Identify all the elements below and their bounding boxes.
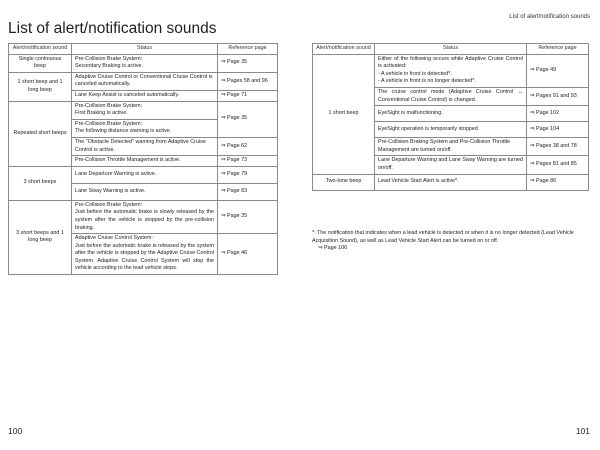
footnote-reference-link[interactable]: ⇒ Page 106 <box>318 245 348 252</box>
header-reference: Reference page <box>218 44 278 55</box>
reference-link[interactable]: ⇒ Page 83 <box>218 183 278 200</box>
page-number: 101 <box>575 426 590 436</box>
table-row <box>313 54 589 87</box>
header-reference: Reference page <box>527 44 589 55</box>
reference-link[interactable]: ⇒ Pages 81 and 85 <box>527 156 589 174</box>
reference-link[interactable]: ⇒ Page 86 <box>527 174 589 190</box>
right-page <box>300 0 600 450</box>
status-cell: Lane Sway Warning is active. <box>72 183 218 200</box>
status-cell: Adaptive Cruise Control System: Just before the automatic brake is released by the system after the vehicle is stopped by the Adaptive Cruise Control System. Adaptive Cruise Control System will stop the vehicle according to the lead vehicle stops. <box>72 234 218 275</box>
status-cell: Pre-Collision Brake System: The following distance warning is active. <box>72 119 218 137</box>
status-cell: EyeSight operation is temporarily stopped. <box>375 122 527 138</box>
reference-link[interactable]: ⇒ Page 104 <box>527 122 589 138</box>
reference-link[interactable]: ⇒ Page 35 <box>218 101 278 137</box>
status-cell: Lane Departure Warning is active. <box>72 166 218 183</box>
running-head: List of alert/notification sounds <box>509 14 590 20</box>
reference-link[interactable]: ⇒ Page 46 <box>218 234 278 275</box>
status-cell: Pre-Collision Brake System: Secondary Braking is active. <box>72 54 218 72</box>
reference-link[interactable]: ⇒ Pages 58 and 96 <box>218 72 278 90</box>
status-cell: Lane Departure Warning and Lane Sway Warning are turned on/off. <box>375 156 527 174</box>
status-cell: Pre-Collision Throttle Management is active. <box>72 156 218 167</box>
status-cell: Pre-Collision Brake System: First Braking is active. <box>72 101 218 119</box>
header-sound: Alert/notification sound <box>9 44 72 55</box>
reference-link[interactable]: ⇒ Page 35 <box>218 200 278 233</box>
status-cell: The cruise control mode (Adaptive Cruise Control ↔ Conventional Cruise Control) is changed. <box>375 87 527 105</box>
status-cell: Lead Vehicle Start Alert is active*. <box>375 174 527 190</box>
reference-link[interactable]: ⇒ Page 79 <box>218 166 278 183</box>
status-cell: Pre-Collision Braking System and Pre-Collision Throttle Management are turned on/off. <box>375 138 527 156</box>
status-cell: Either of the following occurs while Adaptive Cruise Control is activated: - A vehicle in front is detected*. - A vehicle in front is no longer detected*. <box>375 54 527 87</box>
table-header-row <box>9 44 278 55</box>
table-row <box>9 200 278 233</box>
table-row <box>313 174 589 190</box>
reference-link[interactable]: ⇒ Pages 38 and 78 <box>527 138 589 156</box>
reference-link[interactable]: ⇒ Page 62 <box>218 137 278 155</box>
sound-cell: 3 short beeps <box>9 166 72 200</box>
status-cell: EyeSight is malfunctioning. <box>375 106 527 122</box>
footnote-text: *: The notification that indicates when a lead vehicle is detected or when it is no longer detected (Lead Vehicle Acquisition Sound), as well as Lead Vehicle Start Alert can be turned on or off. <box>312 230 574 244</box>
header-status: Status <box>375 44 527 55</box>
status-cell: Lane Keep Assist is canceled automatically. <box>72 90 218 101</box>
sound-cell: 1 short beep <box>313 54 375 174</box>
footnote <box>312 230 588 253</box>
table-row <box>9 166 278 183</box>
sound-cell: 1 short beep and 1 long beep <box>9 72 72 101</box>
reference-link[interactable]: ⇒ Page 35 <box>218 54 278 72</box>
sound-cell: Single continuous beep <box>9 54 72 72</box>
sound-cell: Two-tone beep <box>313 174 375 190</box>
sound-cell: Repeated short beeps <box>9 101 72 166</box>
status-cell: Pre-Collision Brake System: Just before the automatic brake is slowly released by the system after the vehicle is stopped by the pre-collision braking. <box>72 200 218 233</box>
page-number: 100 <box>8 426 23 436</box>
alert-sounds-table-right <box>312 43 589 191</box>
header-status: Status <box>72 44 218 55</box>
reference-link[interactable]: ⇒ Pages 91 and 93 <box>527 87 589 105</box>
header-sound: Alert/notification sound <box>313 44 375 55</box>
reference-link[interactable]: ⇒ Page 73 <box>218 156 278 167</box>
sound-cell: 3 short beeps and 1 long beep <box>9 200 72 274</box>
reference-link[interactable]: ⇒ Page 49 <box>527 54 589 87</box>
alert-sounds-table-left <box>8 43 278 275</box>
status-cell: The "Obstacle Detected" warning from Adaptive Cruise Control is active. <box>72 137 218 155</box>
table-row <box>9 72 278 90</box>
table-row <box>9 54 278 72</box>
status-cell: Adaptive Cruise Control or Conventional Cruise Control is canceled automatically. <box>72 72 218 90</box>
table-row <box>9 101 278 119</box>
page-title: List of alert/notification sounds <box>8 20 217 37</box>
reference-link[interactable]: ⇒ Page 102 <box>527 106 589 122</box>
reference-link[interactable]: ⇒ Page 71 <box>218 90 278 101</box>
table-header-row <box>313 44 589 55</box>
